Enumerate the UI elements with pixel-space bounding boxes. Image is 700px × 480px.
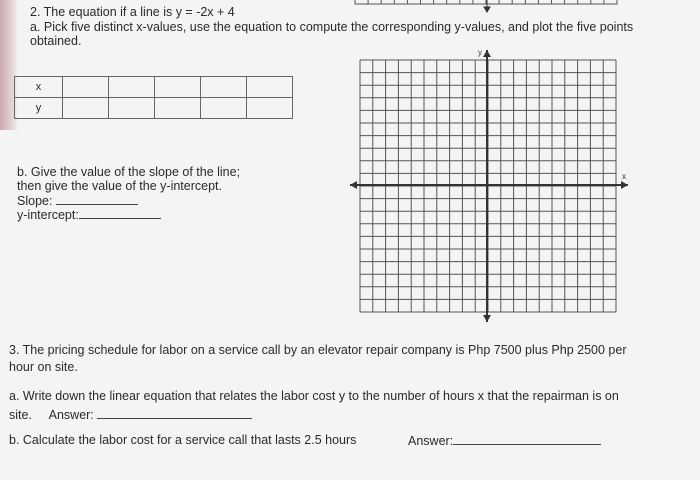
x-cell[interactable] bbox=[201, 77, 247, 98]
intercept-label: y-intercept: bbox=[17, 208, 79, 222]
question-3-text: 3. The pricing schedule for labor on a service call by an elevator repair company is Php 7500 plus Php 2500 per bbox=[9, 343, 627, 357]
y-cell[interactable] bbox=[109, 98, 155, 119]
table-row-x bbox=[15, 77, 293, 98]
y-cell[interactable] bbox=[247, 98, 293, 119]
intercept-blank[interactable] bbox=[79, 207, 161, 219]
question-2-title: 2. The equation if a line is y = -2x + 4 bbox=[30, 5, 235, 19]
x-cell[interactable] bbox=[109, 77, 155, 98]
x-cell[interactable] bbox=[63, 77, 109, 98]
x-cell[interactable] bbox=[247, 77, 293, 98]
x-cell[interactable] bbox=[155, 77, 201, 98]
row-label-x: x bbox=[15, 77, 63, 98]
table-row-y bbox=[15, 98, 293, 119]
question-3a-text-cont: site. bbox=[9, 408, 32, 422]
question-3-text-cont: hour on site. bbox=[9, 360, 78, 374]
question-3b-text: b. Calculate the labor cost for a service call that lasts 2.5 hours bbox=[9, 433, 357, 447]
intercept-field[interactable] bbox=[17, 207, 161, 222]
question-3b-answer bbox=[408, 433, 601, 448]
y-cell[interactable] bbox=[201, 98, 247, 119]
slope-blank[interactable] bbox=[56, 193, 138, 205]
question-2b-text-cont: then give the value of the y-intercept. bbox=[17, 179, 222, 193]
question-2b-text: b. Give the value of the slope of the line; bbox=[17, 165, 241, 179]
xy-value-table bbox=[14, 76, 293, 119]
y-axis-label: y bbox=[478, 48, 482, 57]
answer-blank-3a[interactable] bbox=[97, 407, 252, 419]
question-2a-text-cont: obtained. bbox=[30, 34, 82, 48]
answer-label-3a: Answer: bbox=[48, 408, 94, 422]
x-axis-label: x bbox=[622, 172, 626, 181]
question-2a-text: a. Pick five distinct x-values, use the equation to compute the corresponding y-values, and plot the five points bbox=[30, 20, 634, 34]
slope-field[interactable] bbox=[17, 193, 138, 208]
y-cell[interactable] bbox=[155, 98, 201, 119]
answer-label-3b: Answer: bbox=[408, 434, 454, 448]
question-3a-answer-row bbox=[9, 407, 252, 422]
row-label-y: y bbox=[15, 98, 63, 119]
arrow-down-icon bbox=[484, 0, 490, 12]
question-3a-text: a. Write down the linear equation that relates the labor cost y to the number of hours x that the repairman is on bbox=[9, 389, 619, 403]
slope-label: Slope: bbox=[17, 194, 53, 208]
y-cell[interactable] bbox=[63, 98, 109, 119]
answer-blank-3b[interactable] bbox=[453, 433, 601, 445]
